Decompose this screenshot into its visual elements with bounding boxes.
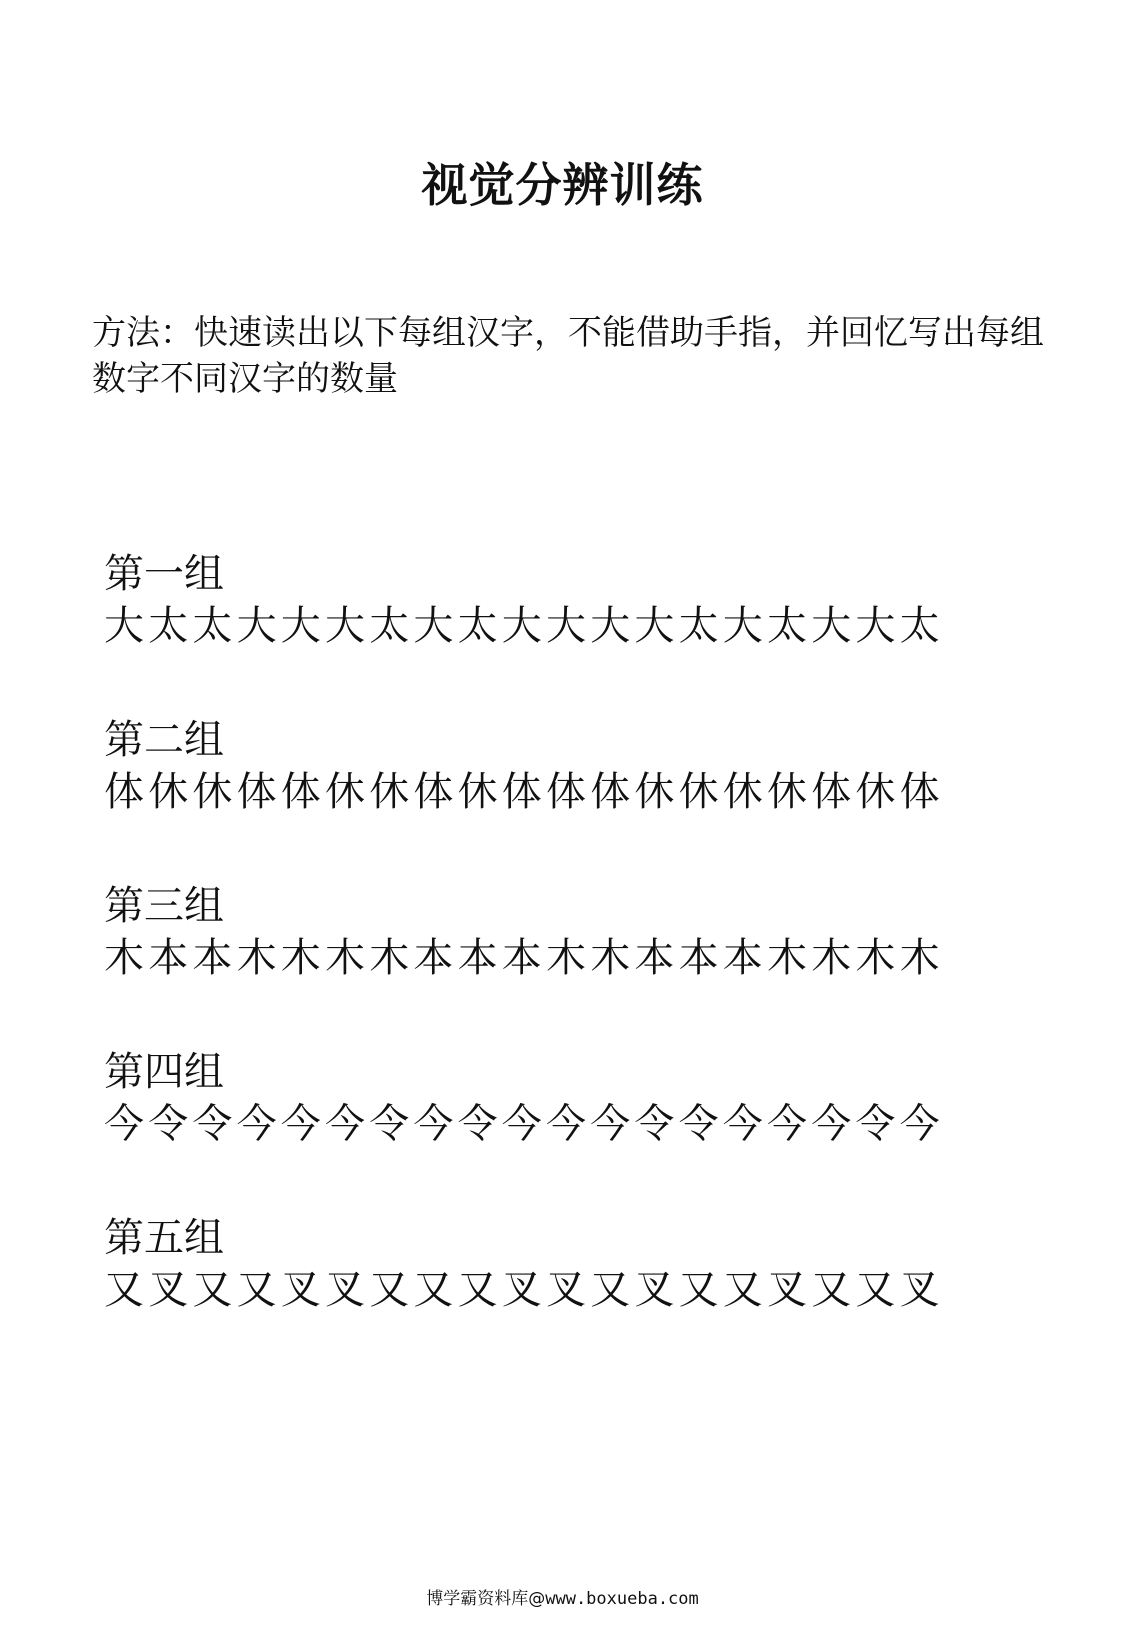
group-label: 第四组: [104, 1049, 224, 1095]
group-label: 第二组: [104, 717, 224, 763]
footer-url: www.boxueba.com: [545, 1589, 699, 1609]
group-2: [104, 714, 1044, 880]
footer-site-name: 博学霸资料库@: [426, 1589, 546, 1609]
instructions-text: 方法：快速读出以下每组汉字，不能借助手指，并回忆写出每组数字不同汉字的数量: [92, 313, 1044, 399]
group-4: [104, 1046, 1044, 1212]
group-characters: 体休休体体休休体休体体体休休休休体休体: [104, 769, 944, 815]
group-1: [104, 548, 1044, 714]
footer-watermark: [0, 1588, 1125, 1610]
group-characters: 大太太大大大太大太大大大大太大太大大太: [104, 603, 944, 649]
group-characters: 今令令今今今令今令今今今令令今今今令今: [104, 1101, 944, 1147]
exercise-groups: [104, 548, 1044, 1378]
group-characters: 木本本木木木木本本本木木本本本木木木木: [104, 935, 944, 981]
group-label: 第三组: [104, 883, 224, 929]
group-label: 第五组: [104, 1215, 224, 1261]
group-characters: 又叉又又叉叉又又又叉叉又叉又又叉又又叉: [104, 1267, 944, 1313]
page-title: 视觉分辨训练: [421, 158, 704, 212]
group-3: [104, 880, 1044, 1046]
group-label: 第一组: [104, 551, 224, 597]
group-5: [104, 1212, 1044, 1378]
